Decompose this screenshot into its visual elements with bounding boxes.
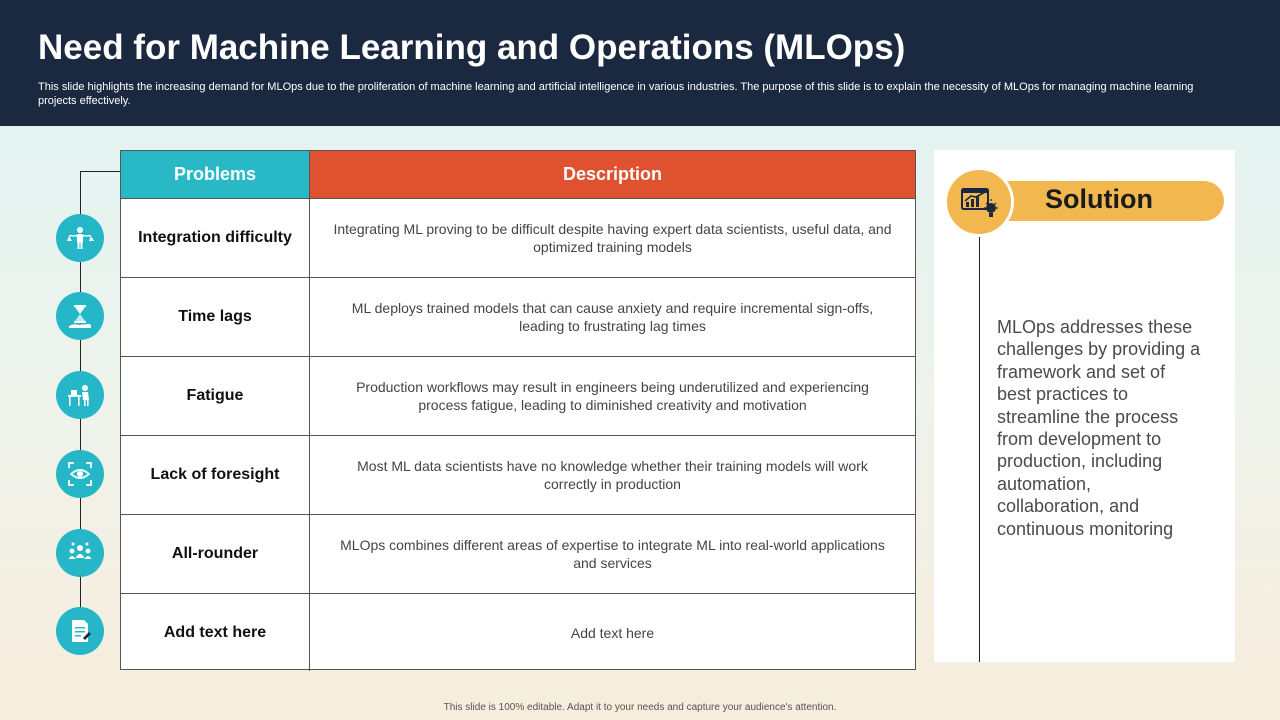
problem-cell: Add text here [163, 623, 267, 641]
table-row [121, 435, 915, 514]
problem-cell: Lack of foresight [150, 466, 280, 483]
solution-text: MLOps addresses these challenges by providing a framework and set of best practices to streamline the process from development to production, including automation, collaboration, and continuous monitoring [997, 317, 1201, 539]
footer-note: This slide is 100% editable. Adapt it to your needs and capture your audience's attention. [443, 702, 837, 713]
table-header [121, 151, 915, 198]
document-icon [56, 607, 104, 655]
problems-table [120, 150, 916, 670]
eye-focus-icon [56, 450, 104, 498]
person-desk-icon [56, 371, 104, 419]
header-bar [0, 0, 1280, 126]
hourglass-hand-icon [56, 292, 104, 340]
solution-connector [979, 237, 980, 662]
description-cell: Add text here [309, 594, 915, 671]
connector-branch [80, 171, 120, 172]
table-row [121, 277, 915, 356]
description-cell: Most ML data scientists have no knowledge whether their training models will work correctly in production [309, 436, 915, 514]
table-row [121, 198, 915, 277]
table-row [121, 356, 915, 435]
problem-cell: Integration difficulty [138, 229, 292, 246]
problem-cell: Fatigue [186, 387, 244, 404]
chart-lightbulb-icon [944, 167, 1014, 237]
description-cell: MLOps combines different areas of expertise to integrate ML into real-world applications and services [309, 515, 915, 593]
description-cell: Integrating ML proving to be difficult despite having expert data scientists, useful data, and optimized training models [309, 199, 915, 277]
description-header: Description [309, 151, 915, 198]
solution-label: Solution [1045, 184, 1153, 214]
problems-header: Problems [121, 151, 309, 198]
problem-cell: Time lags [178, 308, 252, 325]
description-cell: ML deploys trained models that can cause anxiety and require incremental sign-offs, leading to frustrating lag times [309, 278, 915, 356]
problem-cell: All-rounder [171, 545, 259, 562]
page-title: Need for Machine Learning and Operations (MLOps) [38, 28, 906, 67]
people-balance-icon [56, 214, 104, 262]
table-row [121, 514, 915, 593]
page-subtitle: This slide highlights the increasing demand for MLOps due to the proliferation of machine learning and artificial intelligence in various industries. The purpose of this slide is to explain the necessity of MLOps for managing machine learning projects effectively. [38, 81, 1194, 107]
table-row [121, 593, 915, 671]
description-cell: Production workflows may result in engineers being underutilized and experiencing process fatigue, leading to diminished creativity and motivation [309, 357, 915, 435]
team-icon [56, 529, 104, 577]
